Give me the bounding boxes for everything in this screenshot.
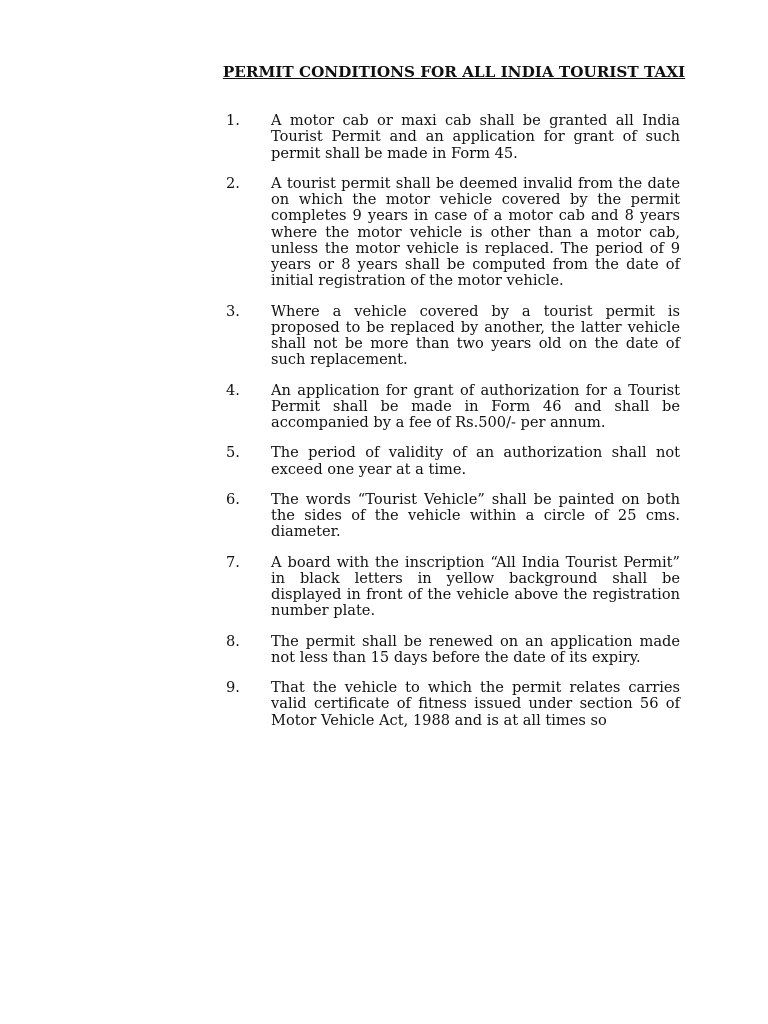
condition-text: The permit shall be renewed on an application made not less than 15 days before the date of its expiry.: [271, 632, 680, 666]
condition-text: A motor cab or maxi cab shall be granted all India Tourist Permit and an application for grant of such permit shall be made in Form 45.: [271, 112, 680, 162]
condition-number: 2.: [226, 174, 240, 192]
condition-item-5: [226, 445, 680, 478]
condition-item-3: [226, 304, 680, 369]
permit-conditions-list: [226, 113, 680, 743]
condition-number: 4.: [226, 381, 240, 399]
condition-item-1: [226, 113, 680, 162]
condition-number: 3.: [226, 302, 240, 320]
condition-text: A board with the inscription “All India Tourist Permit” in black letters in yellow background shall be displayed in front of the vehicle above the registration number plate.: [271, 553, 680, 620]
condition-item-7: [226, 555, 680, 620]
condition-number: 1.: [226, 112, 240, 129]
condition-number: 9.: [226, 679, 240, 696]
condition-text: The words “Tourist Vehicle” shall be painted on both the sides of the vehicle within a circle of 25 cms. diameter.: [271, 490, 680, 541]
condition-item-6: [226, 492, 680, 541]
document-title: PERMIT CONDITIONS FOR ALL INDIA TOURIST TAXI: [222, 63, 686, 81]
condition-item-4: [226, 383, 680, 432]
condition-text: A tourist permit shall be deemed invalid from the date on which the motor vehicle covered by the permit completes 9 years in case of a motor cab and 8 years where the motor vehicle is other than a motor cab, unless the motor vehicle is replaced. The period of 9 years or 8 years shall be computed from the date of initial registration of the motor vehicle.: [271, 174, 680, 290]
condition-item-2: [226, 176, 680, 290]
condition-text: The period of validity of an authorization shall not exceed one year at a time.: [271, 444, 680, 478]
condition-number: 5.: [226, 444, 240, 462]
condition-item-8: [226, 634, 680, 667]
condition-text: An application for grant of authorization for a Tourist Permit shall be made in Form 46 and shall be accompanied by a fee of Rs.500/- per annum.: [271, 381, 680, 431]
condition-number: 6.: [226, 490, 240, 508]
condition-number: 7.: [226, 553, 240, 571]
condition-number: 8.: [226, 632, 240, 650]
condition-text: Where a vehicle covered by a tourist permit is proposed to be replaced by another, the latter vehicle shall not be more than two years old on the date of such replacement.: [271, 302, 680, 369]
condition-item-9: [226, 680, 680, 729]
condition-text: That the vehicle to which the permit relates carries valid certificate of fitness issued under section 56 of Motor Vehicle Act, 1988 and is at all times so: [271, 679, 680, 729]
